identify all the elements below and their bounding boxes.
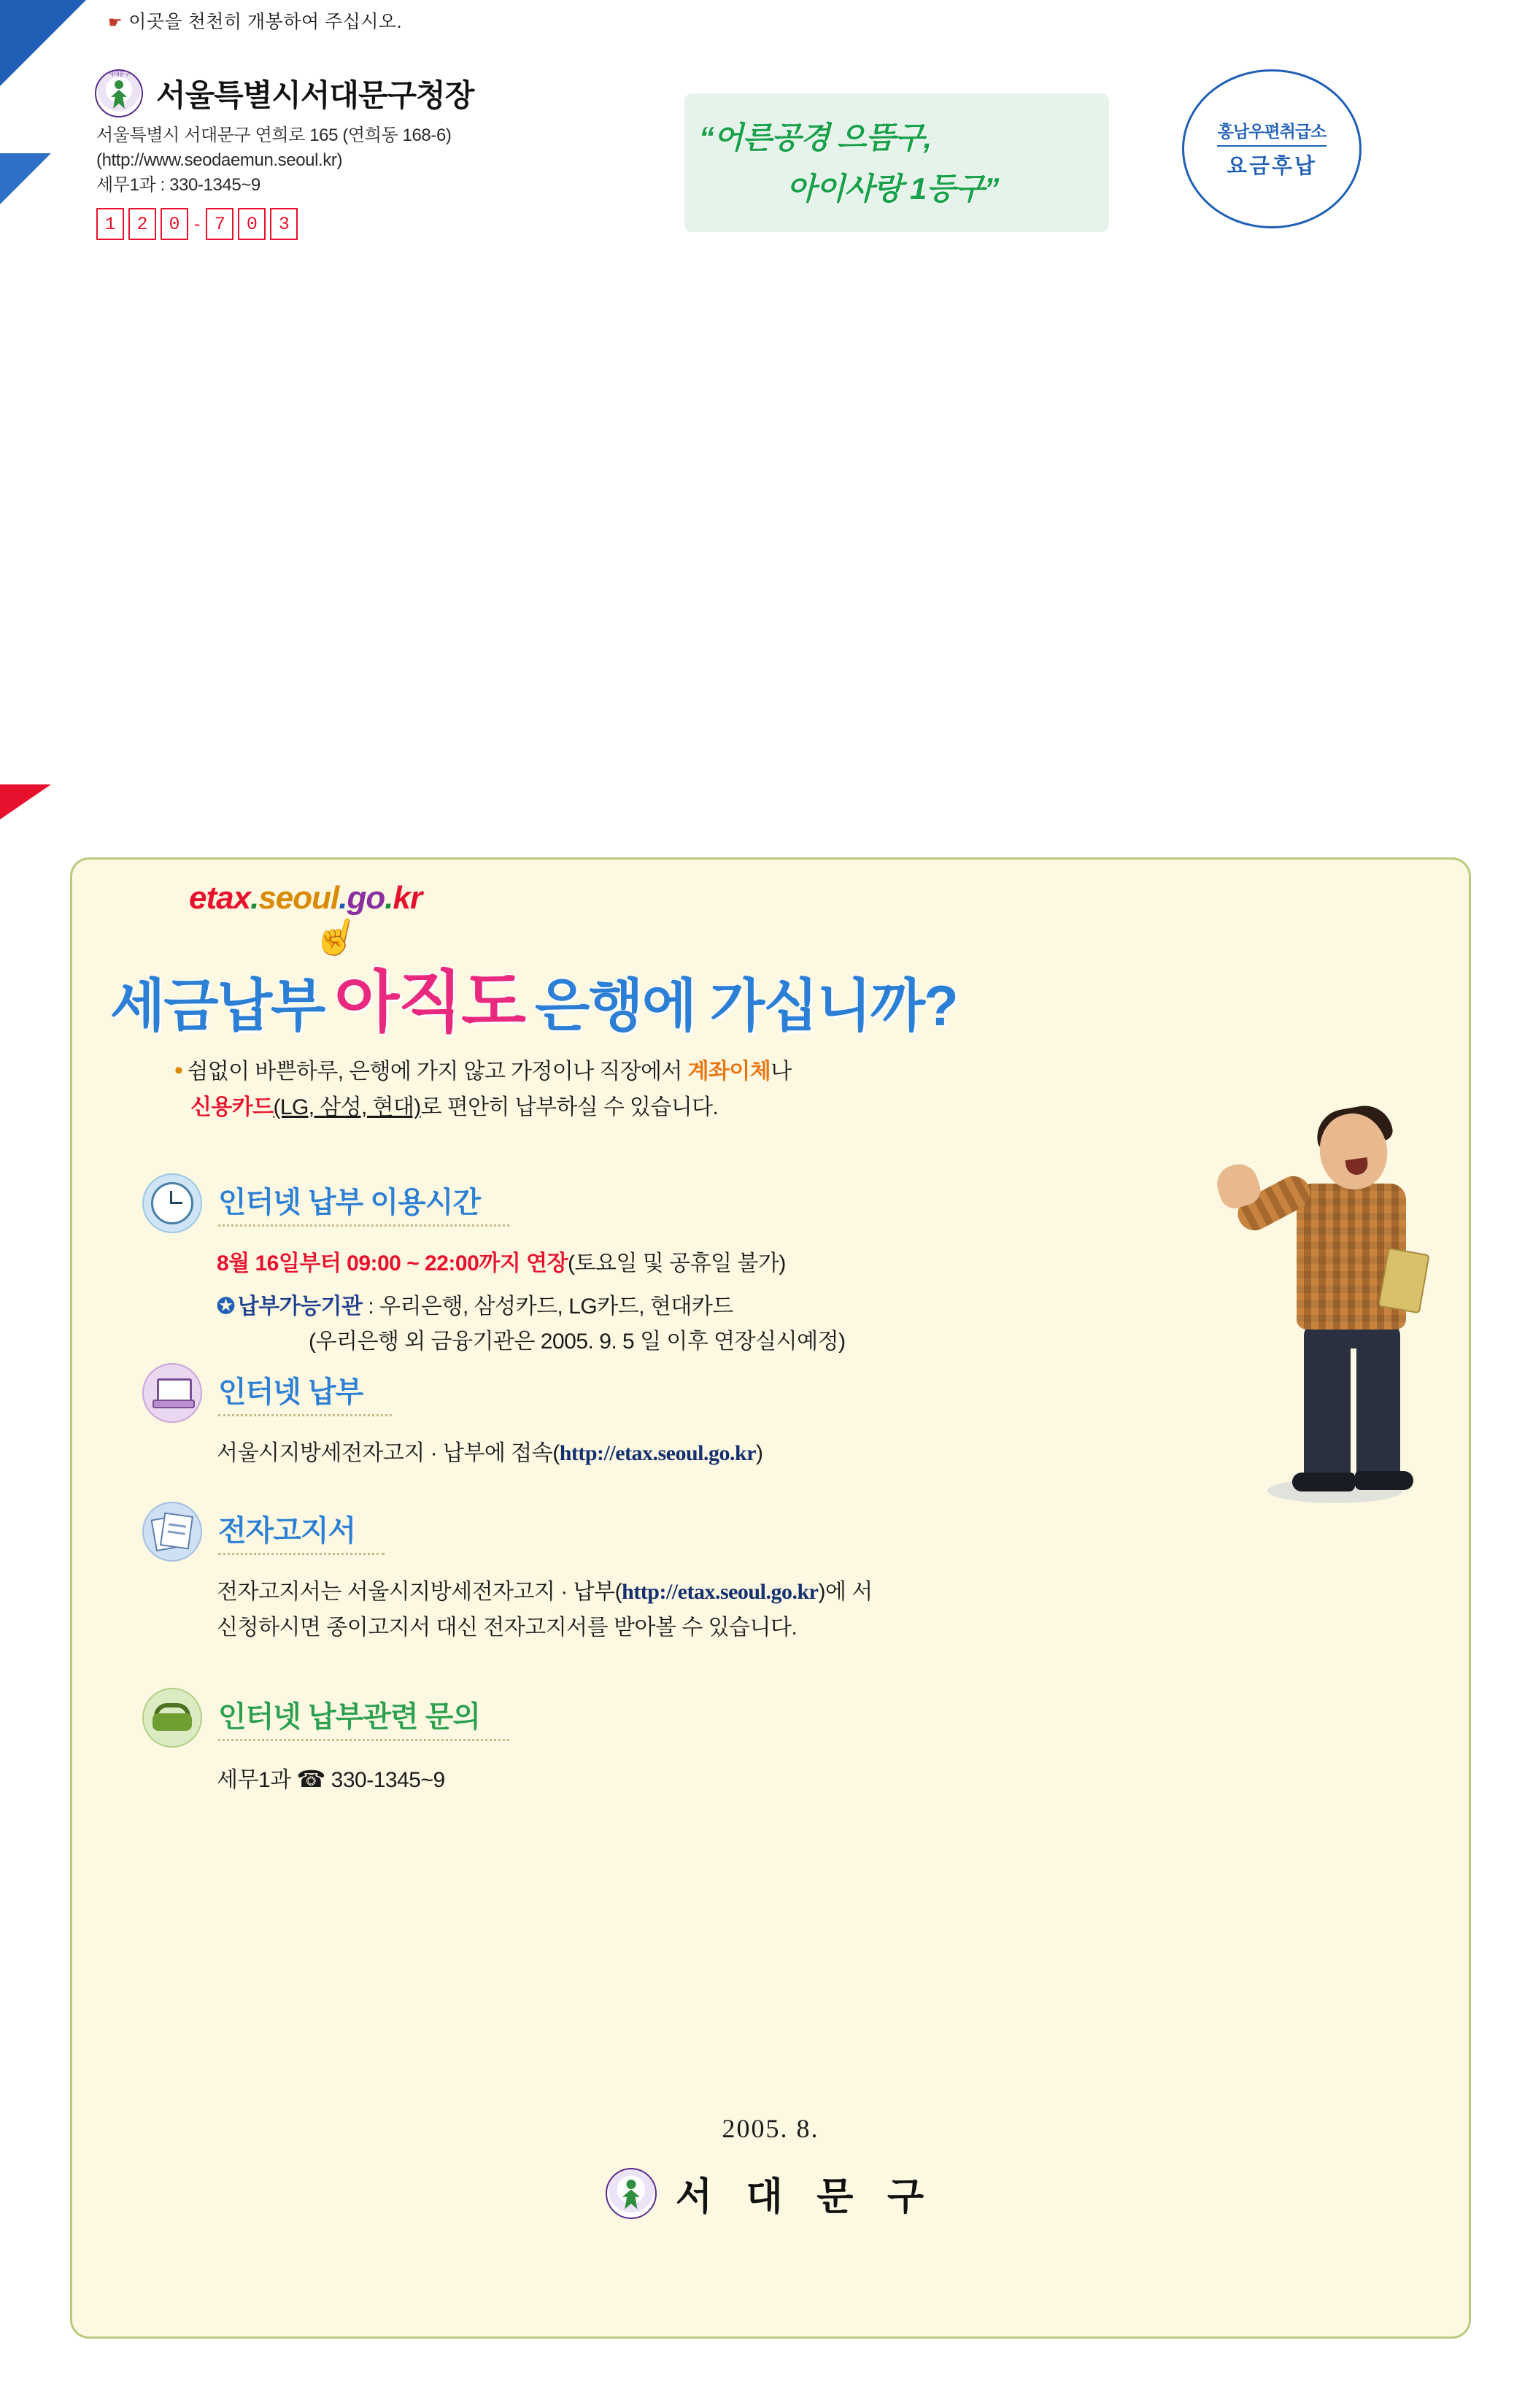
sender-block <box>95 69 649 240</box>
zip-digit: 2 <box>128 208 156 240</box>
available-institutions-line <box>217 1289 1426 1325</box>
sender-details <box>96 123 649 198</box>
zip-digit: 1 <box>96 208 124 240</box>
etax-url-part-2: seoul <box>258 880 339 916</box>
envelope-corner-flap <box>0 0 86 86</box>
etax-link[interactable]: http://etax.seoul.go.kr <box>622 1580 819 1604</box>
section-body <box>217 1575 1426 1645</box>
hours-exception-text: (토요일 및 공휴일 불가) <box>568 1251 786 1276</box>
envelope-corner-flap-tip <box>0 153 51 204</box>
postage-paid-label: 요금후납 <box>1226 155 1318 178</box>
sender-title-row <box>95 69 649 117</box>
ebill-line-2: 신청하시면 종이고지서 대신 전자고지서를 받아볼 수 있습니다. <box>217 1615 798 1640</box>
etax-url-part-1: etax <box>189 880 251 916</box>
sender-address: 서울특별시 서대문구 연희로 165 (연희동 168-6) <box>96 126 452 145</box>
ebill-text-a: 전자고지서는 서울시지방세전자고지 · 납부( <box>217 1580 622 1604</box>
intro-highlight-card: 신용카드 <box>190 1095 274 1120</box>
etax-url-dot-1: . <box>250 880 259 916</box>
footer-logo <box>72 2166 1469 2220</box>
hand-cursor-icon: ☝ <box>309 911 363 962</box>
clock-icon <box>142 1173 202 1233</box>
hours-extended-text: 8월 16일부터 09:00 ~ 22:00까지 연장 <box>217 1251 568 1276</box>
organization-name: 서 대 문 구 <box>675 2176 936 2218</box>
phone-glyph-icon: ☎ <box>296 1766 325 1792</box>
open-notice-text: 이곳을 천천히 개봉하여 주십시오. <box>128 12 403 32</box>
section-header <box>142 1173 1426 1233</box>
section-internet-payment <box>142 1363 1426 1472</box>
sender-department: 세무1과 : 330-1345~9 <box>96 175 260 196</box>
zip-separator: - <box>194 213 201 234</box>
payment-access-text-b: ) <box>756 1441 763 1465</box>
pointing-hand-icon: ☛ <box>108 13 123 31</box>
section-inquiries <box>142 1688 1426 1799</box>
postage-paid-stamp <box>1182 69 1362 228</box>
section-title: 인터넷 납부 이용시간 <box>218 1179 480 1228</box>
character-shoe-right <box>1355 1471 1413 1490</box>
zip-digit: 0 <box>238 208 266 240</box>
postmark-divider <box>1217 145 1327 147</box>
zip-digit: 7 <box>206 208 233 240</box>
headline <box>110 949 1424 1045</box>
payment-access-text-a: 서울시지방세전자고지 · 납부에 접속( <box>217 1441 560 1465</box>
section-internet-payment-hours <box>142 1173 1426 1360</box>
ebill-text-b: )에 서 <box>818 1580 873 1604</box>
zip-digit: 3 <box>270 208 298 240</box>
post-office-name: 홍남우편취급소 <box>1217 122 1327 141</box>
open-slowly-notice <box>108 7 402 34</box>
section-title: 전자고지서 <box>218 1508 355 1556</box>
etax-link[interactable]: http://etax.seoul.go.kr <box>559 1441 757 1465</box>
slogan-line-2: 아이사랑 1등구” <box>787 171 999 206</box>
institutions-note: (우리은행 외 금융기관은 2005. 9. 5 일 이후 연장실시예정) <box>309 1330 846 1354</box>
intro-line1-a: 쉼없이 바쁜하루, 은행에 가지 않고 가정이나 직장에서 <box>187 1060 688 1084</box>
issue-date: 2005. 8. <box>722 2114 819 2143</box>
section-body <box>217 1246 1426 1360</box>
sender-website: (http://www.seodaemun.seoul.kr) <box>96 150 343 171</box>
zip-digit: 0 <box>161 208 188 240</box>
available-institutions-value: : 우리은행, 삼성카드, LG카드, 현대카드 <box>362 1294 733 1319</box>
available-institutions-label: 납부가능기관 <box>237 1294 363 1319</box>
red-corner-marker <box>0 784 51 819</box>
intro-line2-rest: 로 편안히 납부하실 수 있습니다. <box>420 1095 719 1120</box>
section-header <box>142 1688 1426 1748</box>
character-shoe-left <box>1292 1473 1355 1492</box>
intro-card-brands: (LG, 삼성, 현대) <box>273 1095 421 1120</box>
intro-highlight-transfer: 계좌이체 <box>687 1060 771 1084</box>
document-icon <box>142 1502 202 1562</box>
hours-line <box>217 1246 1426 1282</box>
intro-line1-b: 나 <box>771 1060 792 1084</box>
ebill-line-1 <box>217 1575 1426 1610</box>
etax-url-part-3: go <box>347 880 385 916</box>
headline-part-1: 세금납부 <box>110 973 325 1038</box>
etax-url-heading <box>189 880 422 916</box>
envelope-corner-flap-inner <box>0 86 67 153</box>
leaflet-panel <box>70 857 1471 2339</box>
etax-url-part-4: kr <box>393 880 422 916</box>
seodaemun-gu-emblem-icon <box>95 69 143 117</box>
emblem-caption: 서대문구 <box>108 71 130 77</box>
slogan-line-1: “어른공경 으뜸구, <box>699 120 932 155</box>
seodaemun-gu-emblem-icon <box>606 2168 657 2219</box>
headline-part-2: 아직도 <box>334 965 525 1040</box>
bullet-circle-icon: ✪ <box>217 1294 235 1319</box>
section-title: 인터넷 납부 <box>218 1369 363 1418</box>
etax-url-dot-2: . <box>339 880 347 916</box>
inquiry-department: 세무1과 <box>217 1768 291 1792</box>
section-title: 인터넷 납부관련 문의 <box>218 1694 480 1743</box>
inquiry-phone-number: 330-1345~9 <box>331 1768 445 1792</box>
zipcode-boxes <box>96 208 649 240</box>
etax-url-dot-3: . <box>385 880 393 916</box>
section-header <box>142 1502 1426 1562</box>
slogan-box <box>684 93 1109 232</box>
intro-bullet-icon: • <box>174 1057 183 1084</box>
sender-name: 서울특별시서대문구청장 <box>156 78 474 112</box>
laptop-icon <box>142 1363 202 1423</box>
section-electronic-bill <box>142 1502 1426 1645</box>
section-header <box>142 1363 1426 1423</box>
telephone-icon <box>142 1688 202 1748</box>
intro-paragraph <box>174 1051 1210 1125</box>
headline-part-3: 은행에 가십니까? <box>535 973 957 1038</box>
section-body <box>217 1436 1426 1472</box>
section-body <box>217 1761 1426 1799</box>
